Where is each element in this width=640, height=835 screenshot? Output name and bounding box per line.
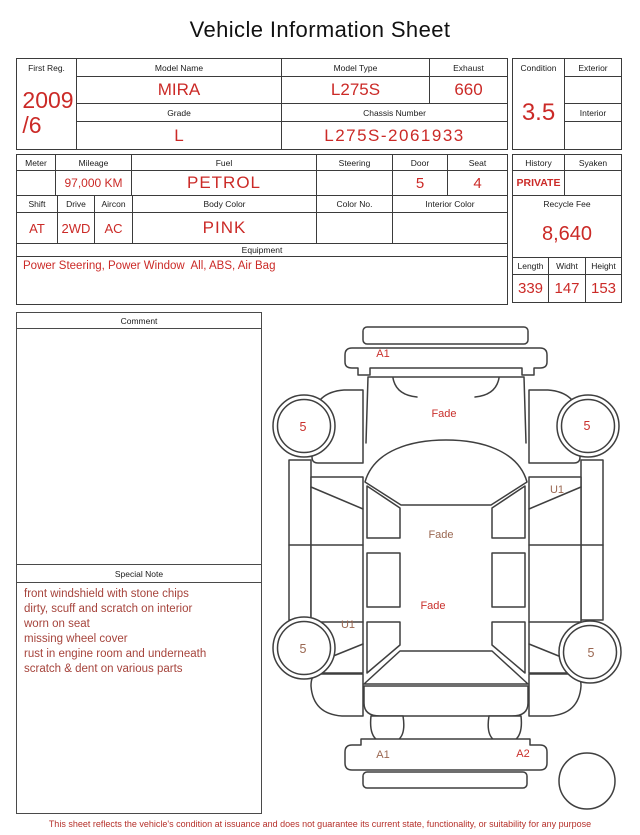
first-reg-cell	[17, 59, 77, 149]
interior-color-label: Interior Color	[393, 196, 507, 213]
right-rocker-strip	[581, 460, 603, 620]
diagram-label-a2-rear: A2	[516, 748, 530, 760]
front-lip-strip	[363, 327, 528, 344]
seat-label: Seat	[448, 155, 507, 171]
diagram-label-a1-rear: A1	[376, 749, 390, 761]
dimensions-table	[512, 257, 622, 303]
diagram-label-5-rear-left: 5	[299, 642, 307, 656]
drivetrain-row-table	[16, 195, 508, 244]
left-rear-fender	[311, 674, 363, 716]
steering-value	[317, 171, 393, 195]
first-reg-label: First Reg.	[28, 62, 65, 73]
comment-box	[16, 312, 262, 814]
windshield	[365, 440, 527, 505]
car-damage-diagram	[270, 315, 640, 818]
condition-cell	[513, 59, 565, 149]
door-value: 5	[393, 171, 448, 195]
equipment-table	[16, 243, 508, 305]
model-name-label: Model Name	[77, 59, 282, 77]
recycle-fee-cell	[513, 196, 621, 257]
interior-value	[565, 122, 621, 149]
length-label: Length	[513, 258, 549, 275]
special-note-line: front windshield with stone chips	[24, 588, 189, 600]
exhaust-label: Exhaust	[430, 59, 507, 77]
page-title: Vehicle Information Sheet	[189, 17, 451, 42]
model-name-value: MIRA	[77, 77, 282, 104]
condition-table	[512, 58, 622, 150]
mileage-value: 97,000 KM	[56, 171, 132, 195]
aircon-value: AC	[95, 213, 133, 243]
diagram-label-fade-rear-roof: Fade	[420, 600, 446, 612]
model-type-label: Model Type	[282, 59, 430, 77]
diagram-label-fade-roof: Fade	[428, 529, 454, 541]
history-table	[512, 154, 622, 196]
recycle-fee-table	[512, 195, 622, 258]
width-value: 147	[549, 275, 586, 302]
exhaust-value: 660	[430, 77, 507, 104]
interior-label: Interior	[565, 104, 621, 122]
meter-label: Meter	[17, 155, 56, 171]
exterior-label: Exterior	[565, 59, 621, 77]
left-rocker-strip	[289, 460, 311, 620]
condition-label: Condition	[520, 62, 557, 73]
equipment-label: Equipment	[17, 244, 507, 257]
diagram-label-u1-right: U1	[549, 484, 565, 496]
height-value: 153	[590, 280, 617, 297]
left-b-pillar	[367, 553, 400, 607]
length-value: 339	[513, 275, 549, 302]
shift-value: AT	[17, 213, 58, 243]
door-label: Door	[393, 155, 448, 171]
diagram-label-5-front-left: 5	[299, 420, 307, 434]
seat-value: 4	[473, 174, 482, 192]
fuel-value: PETROL	[132, 171, 317, 195]
aircon-label: Aircon	[95, 196, 133, 213]
model-type-value: L275S	[282, 77, 430, 104]
history-label: History	[513, 155, 565, 171]
meter-row-table	[16, 154, 508, 196]
steering-label: Steering	[317, 155, 393, 171]
special-note-line: worn on seat	[24, 618, 90, 630]
trunk-lid	[364, 686, 528, 716]
vehicle-id-table	[16, 58, 508, 150]
rear-lip-strip	[363, 772, 527, 788]
interior-color-value	[393, 213, 507, 243]
meter-value	[17, 171, 56, 195]
left-taillight	[371, 716, 404, 740]
diagram-label-u1-left: U1	[340, 619, 356, 631]
right-taillight	[488, 716, 521, 740]
syaken-value	[565, 171, 621, 195]
diagram-label-5-rear-right: 5	[587, 646, 595, 660]
equipment-value: Power Steering, Power Window All, ABS, Air Bag	[23, 260, 276, 272]
right-rear-fender	[529, 674, 581, 716]
disclaimer-text: This sheet reflects the vehicle's condition at issuance and does not guarantee its current state, functionality, or suitability for any purpose	[48, 819, 592, 829]
condition-value: 3.5	[521, 98, 556, 126]
special-note-line: rust in engine room and underneath	[24, 648, 207, 660]
recycle-fee-label: Recycle Fee	[543, 199, 591, 209]
rear-window	[364, 651, 528, 684]
drive-label: Drive	[58, 196, 95, 213]
special-note-line: missing wheel cover	[24, 633, 128, 645]
chassis-number-value: L275S-2061933	[324, 125, 465, 145]
first-reg-year: 2009	[22, 86, 74, 113]
special-note-line: dirty, scuff and scratch on interior	[24, 603, 193, 615]
diagram-label-fade-hood: Fade	[431, 408, 457, 420]
diagram-label-5-front-right: 5	[583, 419, 591, 433]
diagram-label-a1-front: A1	[376, 348, 390, 360]
body-color-value: PINK	[133, 213, 317, 243]
right-b-pillar	[492, 553, 525, 607]
mileage-label: Mileage	[56, 155, 132, 171]
history-value: PRIVATE	[513, 171, 565, 195]
recycle-fee-value: 8,640	[541, 223, 593, 245]
grade-label: Grade	[77, 104, 282, 122]
grade-value: L	[77, 122, 282, 149]
exterior-value	[565, 77, 621, 104]
color-no-label: Color No.	[317, 196, 393, 213]
special-note-body	[17, 584, 261, 680]
shift-label: Shift	[17, 196, 58, 213]
fuel-label: Fuel	[132, 155, 317, 171]
syaken-label: Syaken	[565, 155, 621, 171]
special-note-line: scratch & dent on various parts	[24, 663, 183, 675]
first-reg-month: /6	[22, 111, 42, 138]
height-label: Height	[586, 258, 621, 275]
spare-tire	[559, 753, 615, 809]
drive-value: 2WD	[58, 213, 95, 243]
special-note-label: Special Note	[17, 564, 261, 583]
width-label: Widht	[549, 258, 586, 275]
color-no-value	[317, 213, 393, 243]
comment-label: Comment	[17, 313, 261, 329]
chassis-number-label: Chassis Number	[282, 104, 507, 122]
body-color-label: Body Color	[133, 196, 317, 213]
